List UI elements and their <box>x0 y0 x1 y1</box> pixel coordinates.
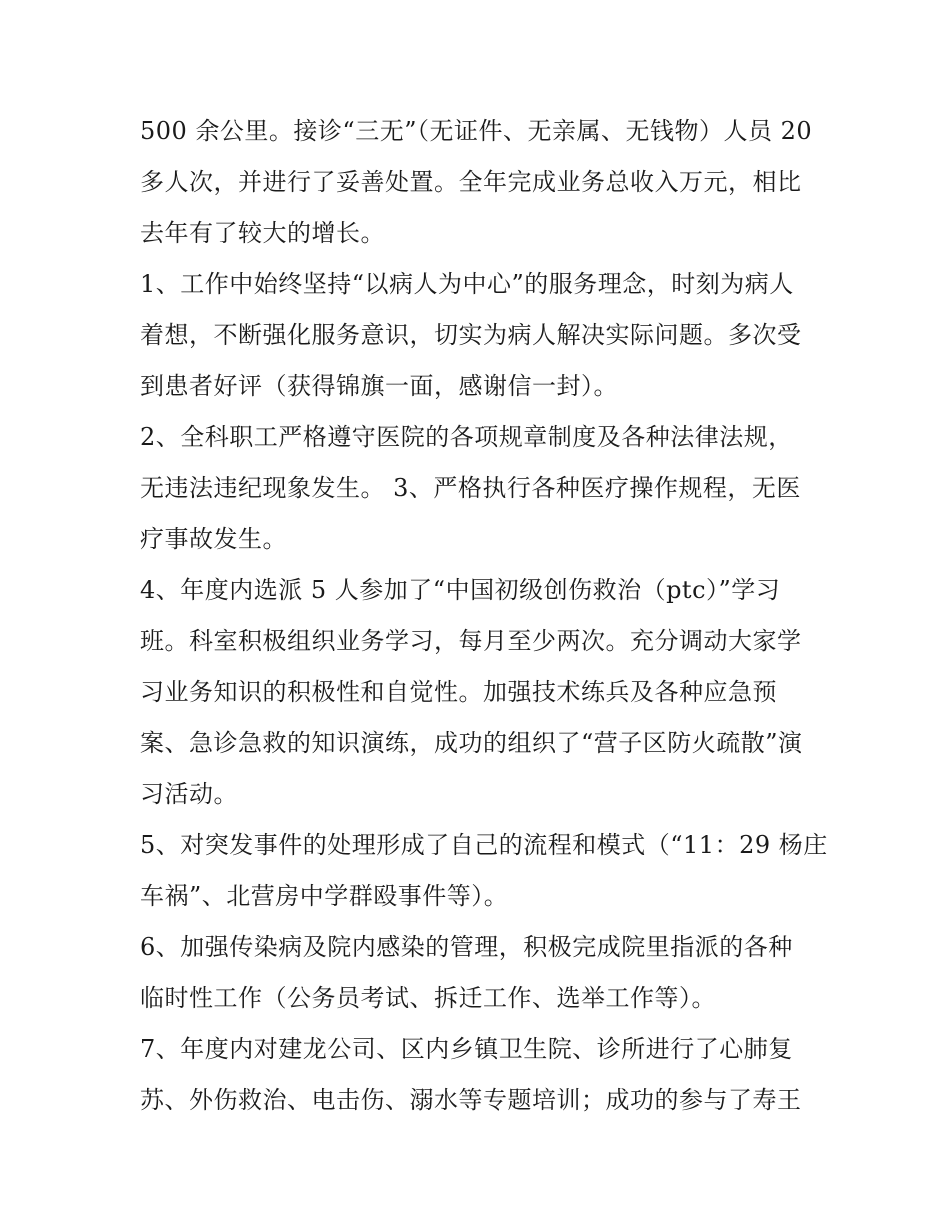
text-line: 多人次，并进行了妥善处置。全年完成业务总收入万元，相比 <box>140 168 802 196</box>
text-line: 苏、外伤救治、电击伤、溺水等专题培训；成功的参与了寿王 <box>140 1086 802 1114</box>
text-line: 班。科室积极组织业务学习，每月至少两次。充分调动大家学 <box>140 627 802 655</box>
text-line: 无违法违纪现象发生。 3、严格执行各种医疗操作规程，无医 <box>140 474 801 502</box>
text-line: 1、工作中始终坚持“以病人为中心”的服务理念，时刻为病人 <box>140 270 794 298</box>
text-line: 7、年度内对建龙公司、区内乡镇卫生院、诊所进行了心肺复 <box>140 1035 793 1063</box>
text-line: 习业务知识的积极性和自觉性。加强技术练兵及各种应急预 <box>140 678 777 706</box>
text-line: 到患者好评（获得锦旗一面，感谢信一封）。 <box>140 372 618 400</box>
text-line: 6、加强传染病及院内感染的管理，积极完成院里指派的各种 <box>140 933 793 961</box>
text-line: 500 余公里。接诊“三无”（无证件、无亲属、无钱物）人员 20 <box>140 117 813 145</box>
document-body <box>140 106 828 1126</box>
text-line: 车祸”、北营房中学群殴事件等）。 <box>140 882 509 910</box>
text-line: 疗事故发生。 <box>140 525 287 553</box>
text-line: 临时性工作（公务员考试、拆迁工作、选举工作等）。 <box>140 984 716 1012</box>
text-line: 去年有了较大的增长。 <box>140 219 385 247</box>
text-line: 4、年度内选派 5 人参加了“中国初级创伤救治（ptc）”学习 <box>140 576 781 604</box>
text-line: 5、对突发事件的处理形成了自己的流程和模式（“11：29 杨庄 <box>140 831 828 859</box>
text-line: 2、全科职工严格遵守医院的各项规章制度及各种法律法规， <box>140 423 793 451</box>
text-line: 着想，不断强化服务意识，切实为病人解决实际问题。多次受 <box>140 321 802 349</box>
text-line: 习活动。 <box>140 780 238 808</box>
text-line: 案、急诊急救的知识演练，成功的组织了“营子区防火疏散”演 <box>140 729 803 757</box>
